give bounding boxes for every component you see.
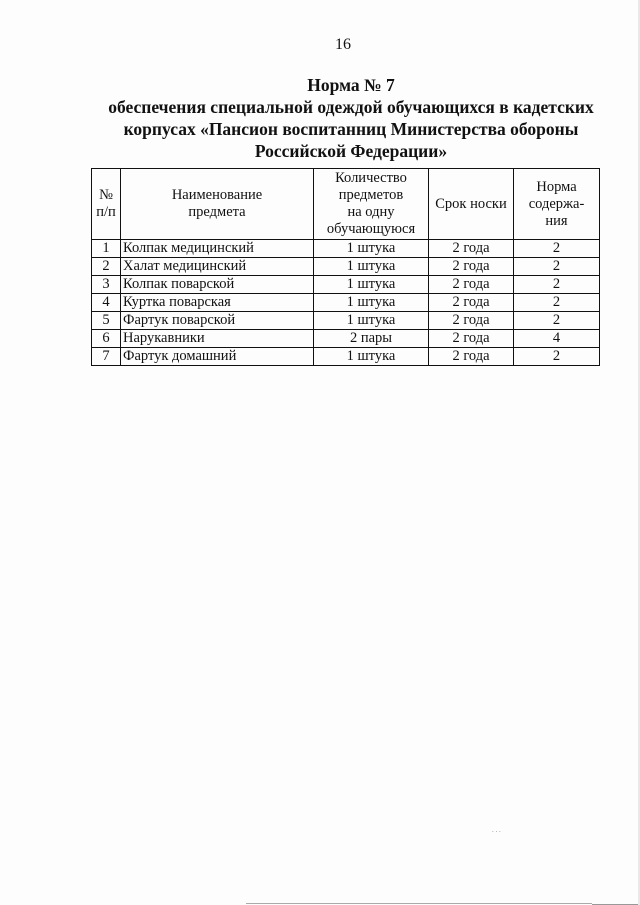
header-norm-line: ния: [545, 212, 568, 229]
header-name-line: предмета: [188, 204, 246, 220]
cell-name: Куртка поварская: [121, 294, 314, 312]
table-header-row: [92, 169, 600, 240]
header-norm-line: Норма: [536, 178, 577, 195]
cell-term: 2 года: [429, 312, 514, 330]
header-term: [429, 169, 514, 240]
scan-edge-line: [246, 903, 592, 904]
page-number: 16: [335, 36, 351, 53]
cell-name: Колпак поварской: [121, 276, 314, 294]
header-norm-line: содержа-: [528, 195, 585, 212]
cell-norm: 2: [514, 348, 600, 366]
table-row: [92, 276, 600, 294]
cell-qty: 1 штука: [314, 312, 429, 330]
title-line-2: обеспечения специальной одеждой обучающихся в кадетских: [108, 97, 594, 117]
cell-term: 2 года: [429, 276, 514, 294]
cell-num: 3: [92, 276, 121, 294]
table-row: [92, 294, 600, 312]
title-line-1: Норма № 7: [307, 75, 395, 95]
table-row: [92, 312, 600, 330]
cell-norm: 2: [514, 312, 600, 330]
header-qty-line: обучающуюся: [326, 221, 416, 237]
cell-num: 6: [92, 330, 121, 348]
header-num: [92, 169, 121, 240]
cell-term: 2 года: [429, 240, 514, 258]
cell-qty: 1 штука: [314, 276, 429, 294]
table-row: [92, 240, 600, 258]
cell-term: 2 года: [429, 330, 514, 348]
header-num-line: п/п: [96, 204, 116, 220]
header-qty-line: предметов: [338, 187, 404, 203]
cell-num: 2: [92, 258, 121, 276]
scan-marks: . . .: [492, 826, 501, 834]
table-row: [92, 348, 600, 366]
cell-qty: 2 пары: [314, 330, 429, 348]
cell-norm: 2: [514, 294, 600, 312]
title-line-3: корпусах «Пансион воспитанниц Министерства обороны: [123, 119, 579, 139]
table-row: [92, 258, 600, 276]
norm-table: [91, 168, 600, 366]
cell-qty: 1 штука: [314, 294, 429, 312]
cell-norm: 4: [514, 330, 600, 348]
cell-num: 5: [92, 312, 121, 330]
cell-qty: 1 штука: [314, 258, 429, 276]
cell-num: 4: [92, 294, 121, 312]
cell-name: Колпак медицинский: [121, 240, 314, 258]
header-qty-line: Количество: [335, 170, 407, 186]
title-line-4: Российской Федерации»: [254, 141, 448, 161]
cell-qty: 1 штука: [314, 348, 429, 366]
cell-term: 2 года: [429, 348, 514, 366]
cell-term: 2 года: [429, 258, 514, 276]
cell-num: 7: [92, 348, 121, 366]
cell-norm: 2: [514, 240, 600, 258]
cell-name: Фартук домашний: [121, 348, 314, 366]
cell-qty: 1 штука: [314, 240, 429, 258]
cell-name: Фартук поварской: [121, 312, 314, 330]
header-num-line: №: [99, 187, 113, 203]
header-term-line: Срок носки: [435, 195, 507, 212]
document-title: [96, 74, 606, 162]
cell-name: Нарукавники: [121, 330, 314, 348]
cell-norm: 2: [514, 276, 600, 294]
table-row: [92, 330, 600, 348]
header-name-line: Наименование: [171, 187, 263, 203]
cell-num: 1: [92, 240, 121, 258]
header-qty-line: на одну: [347, 204, 395, 220]
cell-name: Халат медицинский: [121, 258, 314, 276]
header-name: [121, 169, 314, 240]
cell-norm: 2: [514, 258, 600, 276]
header-qty: [314, 169, 429, 240]
cell-term: 2 года: [429, 294, 514, 312]
header-norm: [514, 169, 600, 240]
